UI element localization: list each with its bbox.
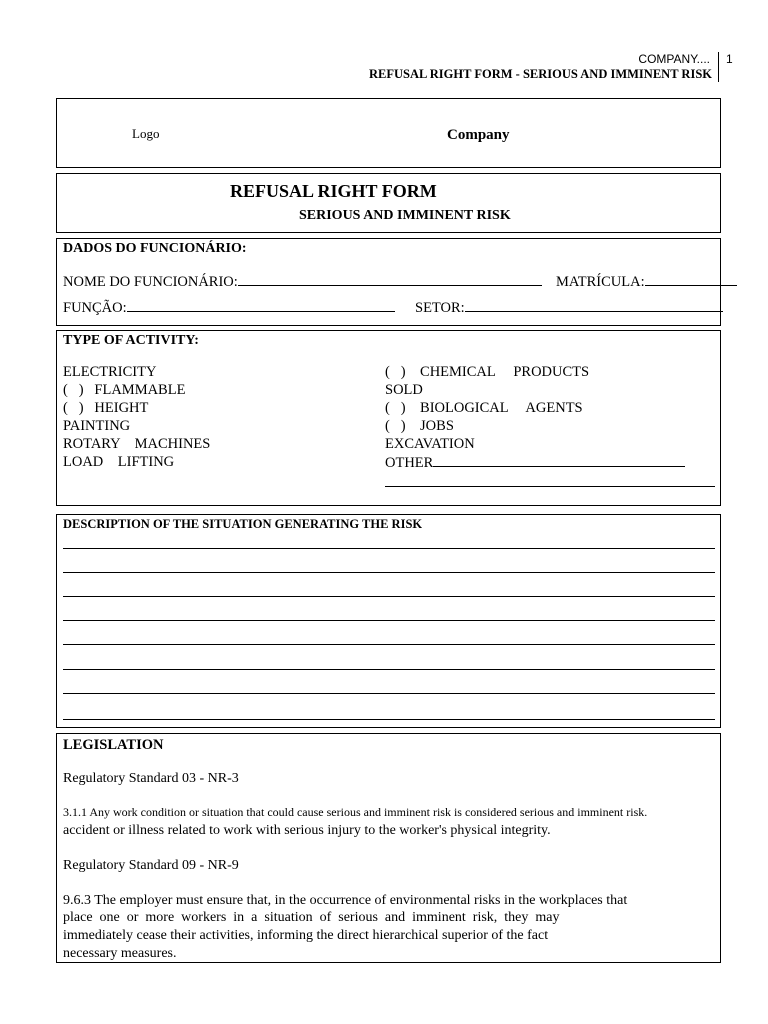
employee-data-section	[56, 238, 721, 326]
description-line[interactable]	[63, 644, 715, 645]
nr3-title: Regulatory Standard 03 - NR-3	[63, 771, 239, 786]
activity-option[interactable]: ( ) JOBS	[385, 418, 454, 434]
risk-description-section	[56, 514, 721, 728]
activity-type-section	[56, 330, 721, 506]
description-line[interactable]	[63, 693, 715, 694]
activity-option[interactable]: ELECTRICITY	[63, 364, 157, 380]
form-subtitle: SERIOUS AND IMMINENT RISK	[299, 208, 511, 223]
registration-field[interactable]	[645, 273, 737, 286]
activity-other-row	[385, 454, 685, 472]
description-line[interactable]	[63, 548, 715, 549]
description-line[interactable]	[63, 572, 715, 573]
activity-option[interactable]: LOAD LIFTING	[63, 454, 175, 470]
activity-option[interactable]: ROTARY MACHINES	[63, 436, 211, 452]
activity-option[interactable]: OTHER	[385, 455, 434, 471]
description-line[interactable]	[63, 719, 715, 720]
description-line[interactable]	[63, 669, 715, 670]
risk-description-heading: DESCRIPTION OF THE SITUATION GENERATING THE RISK	[63, 517, 423, 531]
sector-field[interactable]	[465, 299, 723, 312]
function-label: FUNÇÃO:	[63, 300, 127, 316]
page-number: 1	[726, 52, 733, 66]
activity-other-field[interactable]	[433, 454, 685, 467]
logo-company-box	[56, 98, 721, 168]
header-title: REFUSAL RIGHT FORM - SERIOUS AND IMMINENT RISK	[369, 67, 712, 81]
nr3-text: 3.1.1 Any work condition or situation that could cause serious and imminent risk is considered serious and imminent risk.	[63, 805, 648, 819]
legislation-section	[56, 733, 721, 963]
logo-placeholder: Logo	[132, 126, 160, 141]
activity-other-line[interactable]	[385, 486, 715, 487]
description-line[interactable]	[63, 620, 715, 621]
nr9-title: Regulatory Standard 09 - NR-9	[63, 858, 239, 873]
form-title-box	[56, 173, 721, 233]
activity-option[interactable]: PAINTING	[63, 418, 131, 434]
activity-option[interactable]: ( ) BIOLOGICAL AGENTS	[385, 400, 583, 416]
function-field[interactable]	[127, 299, 395, 312]
company-name: Company	[447, 127, 510, 143]
sector-label: SETOR:	[415, 300, 465, 316]
activity-option[interactable]: EXCAVATION	[385, 436, 475, 452]
registration-label: MATRÍCULA:	[556, 274, 645, 290]
nr9-text-line: place one or more workers in a situation of serious and imminent risk, they may	[63, 910, 560, 925]
employee-data-heading: DADOS DO FUNCIONÁRIO:	[63, 241, 247, 256]
registration-row	[556, 273, 737, 291]
nr9-text-line: necessary measures.	[63, 946, 177, 961]
activity-type-heading: TYPE OF ACTIVITY:	[63, 333, 199, 348]
nr3-text-continued: accident or illness related to work with serious injury to the worker's physical integrity.	[63, 823, 551, 838]
employee-name-field[interactable]	[238, 273, 542, 286]
header-company: COMPANY....	[638, 52, 710, 66]
header-divider	[718, 52, 719, 82]
legislation-heading: LEGISLATION	[63, 737, 164, 753]
nr9-text-line: immediately cease their activities, informing the direct hierarchical superior of the fact	[63, 928, 549, 943]
employee-name-row	[63, 273, 542, 291]
activity-option[interactable]: ( ) FLAMMABLE	[63, 382, 186, 398]
employee-name-label: NOME DO FUNCIONÁRIO:	[63, 274, 238, 290]
activity-option[interactable]: ( ) HEIGHT	[63, 400, 149, 416]
form-title: REFUSAL RIGHT FORM	[230, 181, 437, 201]
nr9-text-line: 9.6.3 The employer must ensure that, in the occurrence of environmental risks in the workplaces that	[63, 893, 628, 908]
description-line[interactable]	[63, 596, 715, 597]
function-row	[63, 299, 395, 317]
sector-row	[415, 299, 723, 317]
activity-option[interactable]: ( ) CHEMICAL PRODUCTS	[385, 364, 590, 380]
activity-option[interactable]: SOLD	[385, 382, 423, 398]
